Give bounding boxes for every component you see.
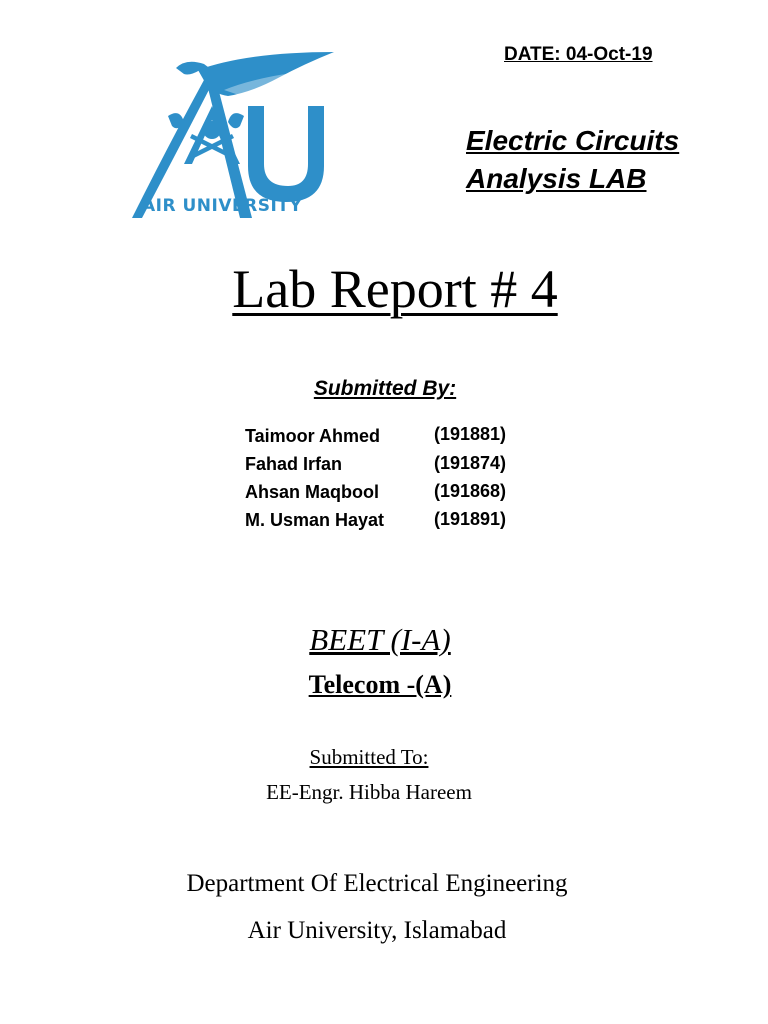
member-id: (191868)	[434, 481, 507, 501]
member-name: Ahsan Maqbool	[245, 482, 379, 502]
member-id: (191874)	[434, 453, 507, 473]
department-name: Department Of Electrical Engineering	[186, 870, 568, 897]
course-title-line-2: Analysis LAB	[466, 163, 647, 194]
submitted-by-label: Submitted By:	[313, 377, 457, 400]
university-name: Air University, Islamabad	[247, 917, 507, 944]
section-name: Telecom -(A)	[308, 670, 452, 699]
course-title	[466, 122, 679, 198]
logo-wordmark: AIR UNIVERSITY	[142, 196, 303, 216]
submitted-to-name: EE-Engr. Hibba Hareem	[266, 780, 472, 804]
member-id: (191891)	[434, 509, 507, 529]
member-name: Taimoor Ahmed	[245, 426, 381, 446]
submitted-to-label: Submitted To:	[309, 745, 429, 769]
member-id: (191881)	[434, 424, 507, 444]
program-name: BEET (I-A)	[309, 622, 451, 657]
page-title: Lab Report # 4	[232, 259, 558, 319]
course-title-line-1: Electric Circuits	[466, 125, 680, 156]
report-date: DATE: 04-Oct-19	[504, 44, 653, 65]
member-name: Fahad Irfan	[245, 454, 343, 474]
member-name: M. Usman Hayat	[245, 510, 385, 530]
